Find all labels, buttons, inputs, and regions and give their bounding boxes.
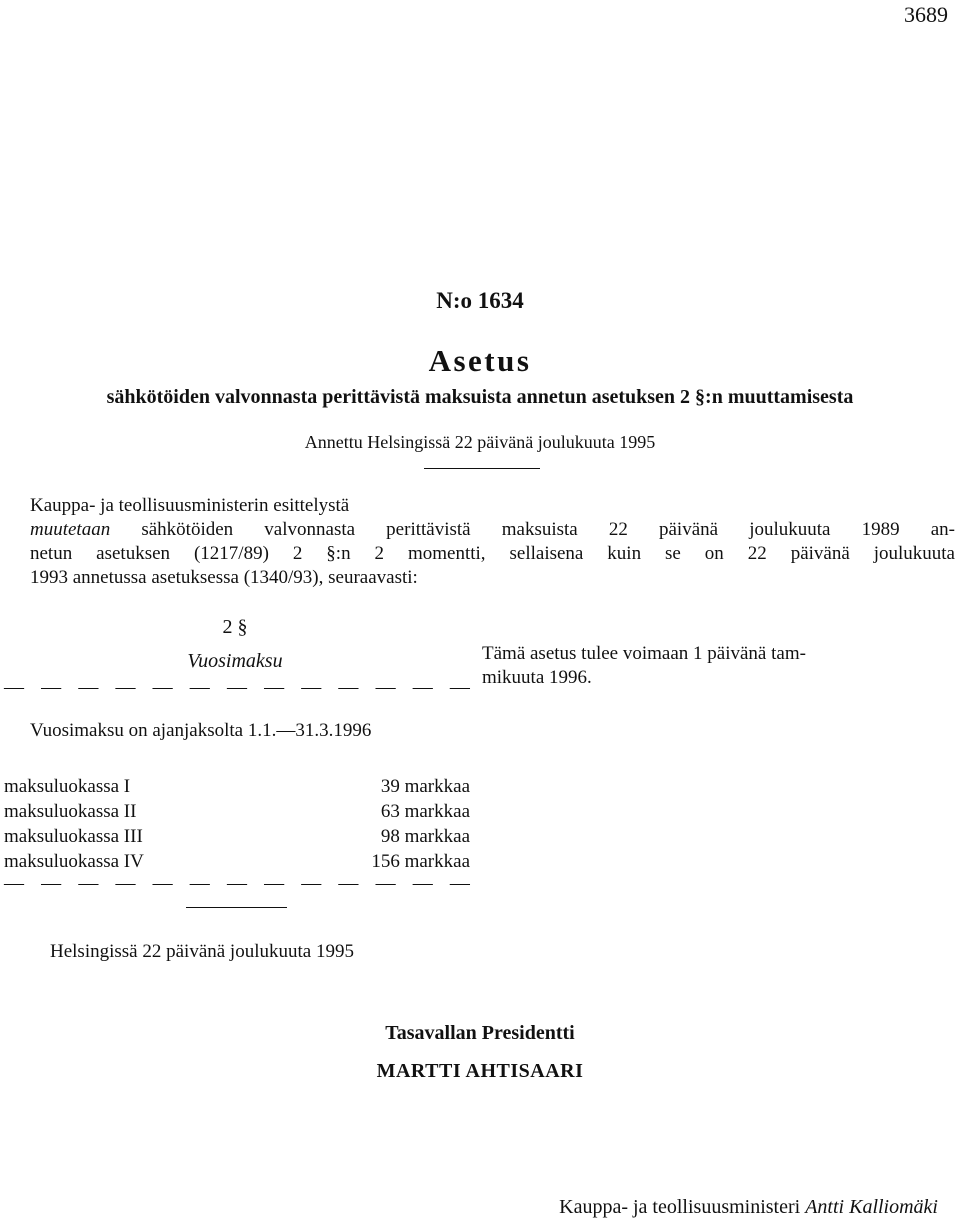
fee-row (4, 849, 470, 874)
fee-amount: 39 markkaa (380, 776, 470, 797)
intro-line-1 (30, 518, 955, 542)
fee-class: maksuluokassa II (4, 801, 137, 822)
introduction-paragraph (30, 494, 955, 590)
fee-period-text: Vuosimaksu on ajanjaksolta 1.1.—31.3.1996 (30, 720, 372, 741)
place-and-date: Helsingissä 22 päivänä joulukuuta 1995 (50, 941, 354, 962)
document-type-heading: Asetus (428, 343, 532, 378)
intro-line-2: netun asetuksen (1217/89) 2 §:n 2 momentti, sellaisena kuin se on 22 päivänä joulukuuta (30, 543, 955, 564)
fee-amount: 63 markkaa (380, 801, 470, 822)
president-title: Tasavallan Presidentti (385, 1022, 575, 1044)
president-name: MARTTI AHTISAARI (376, 1060, 584, 1082)
header-divider (424, 468, 540, 469)
fee-row (4, 824, 470, 849)
minister-title: Kauppa- ja teollisuusministeri (559, 1196, 801, 1218)
fee-amount: 156 markkaa (371, 851, 470, 872)
entry-into-force-paragraph (482, 642, 952, 690)
omission-dashes-top: — — — — — — — — — — — — — (4, 676, 470, 698)
amending-verb: muutetaan (30, 519, 111, 540)
omission-dashes-bottom: — — — — — — — — — — — — — (4, 872, 470, 894)
section-title: Vuosimaksu (187, 650, 283, 672)
fee-amount: 98 markkaa (380, 826, 470, 847)
fee-class: maksuluokassa III (4, 826, 143, 847)
section-number: 2 § (222, 616, 248, 638)
issued-date-line: Annettu Helsingissä 22 päivänä joulukuuta 1995 (304, 432, 656, 452)
intro-line-1-text: sähkötöiden valvonnasta perittävistä maksuista 22 päivänä joulukuuta 1989 an- (110, 519, 955, 540)
fee-row (4, 774, 470, 799)
fee-row (4, 799, 470, 824)
entry-into-force-line-2: mikuuta 1996. (482, 667, 592, 688)
statute-number: N:o 1634 (436, 288, 524, 313)
document-title: sähkötöiden valvonnasta perittävistä maksuista annetun asetuksen 2 §:n muuttamisesta (106, 386, 854, 408)
fee-table (4, 774, 470, 874)
minister-countersignature (559, 1196, 938, 1219)
intro-line-3: 1993 annetussa asetuksessa (1340/93), seuraavasti: (30, 567, 418, 588)
section-end-divider (186, 907, 287, 908)
page-number: 3689 (904, 2, 948, 27)
fee-class: maksuluokassa IV (4, 851, 144, 872)
fee-class: maksuluokassa I (4, 776, 131, 797)
minister-name: Antti Kalliomäki (805, 1196, 938, 1218)
entry-into-force-line-1: Tämä asetus tulee voimaan 1 päivänä tam- (482, 643, 806, 664)
presenter-line: Kauppa- ja teollisuusministerin esittelystä (30, 495, 350, 516)
